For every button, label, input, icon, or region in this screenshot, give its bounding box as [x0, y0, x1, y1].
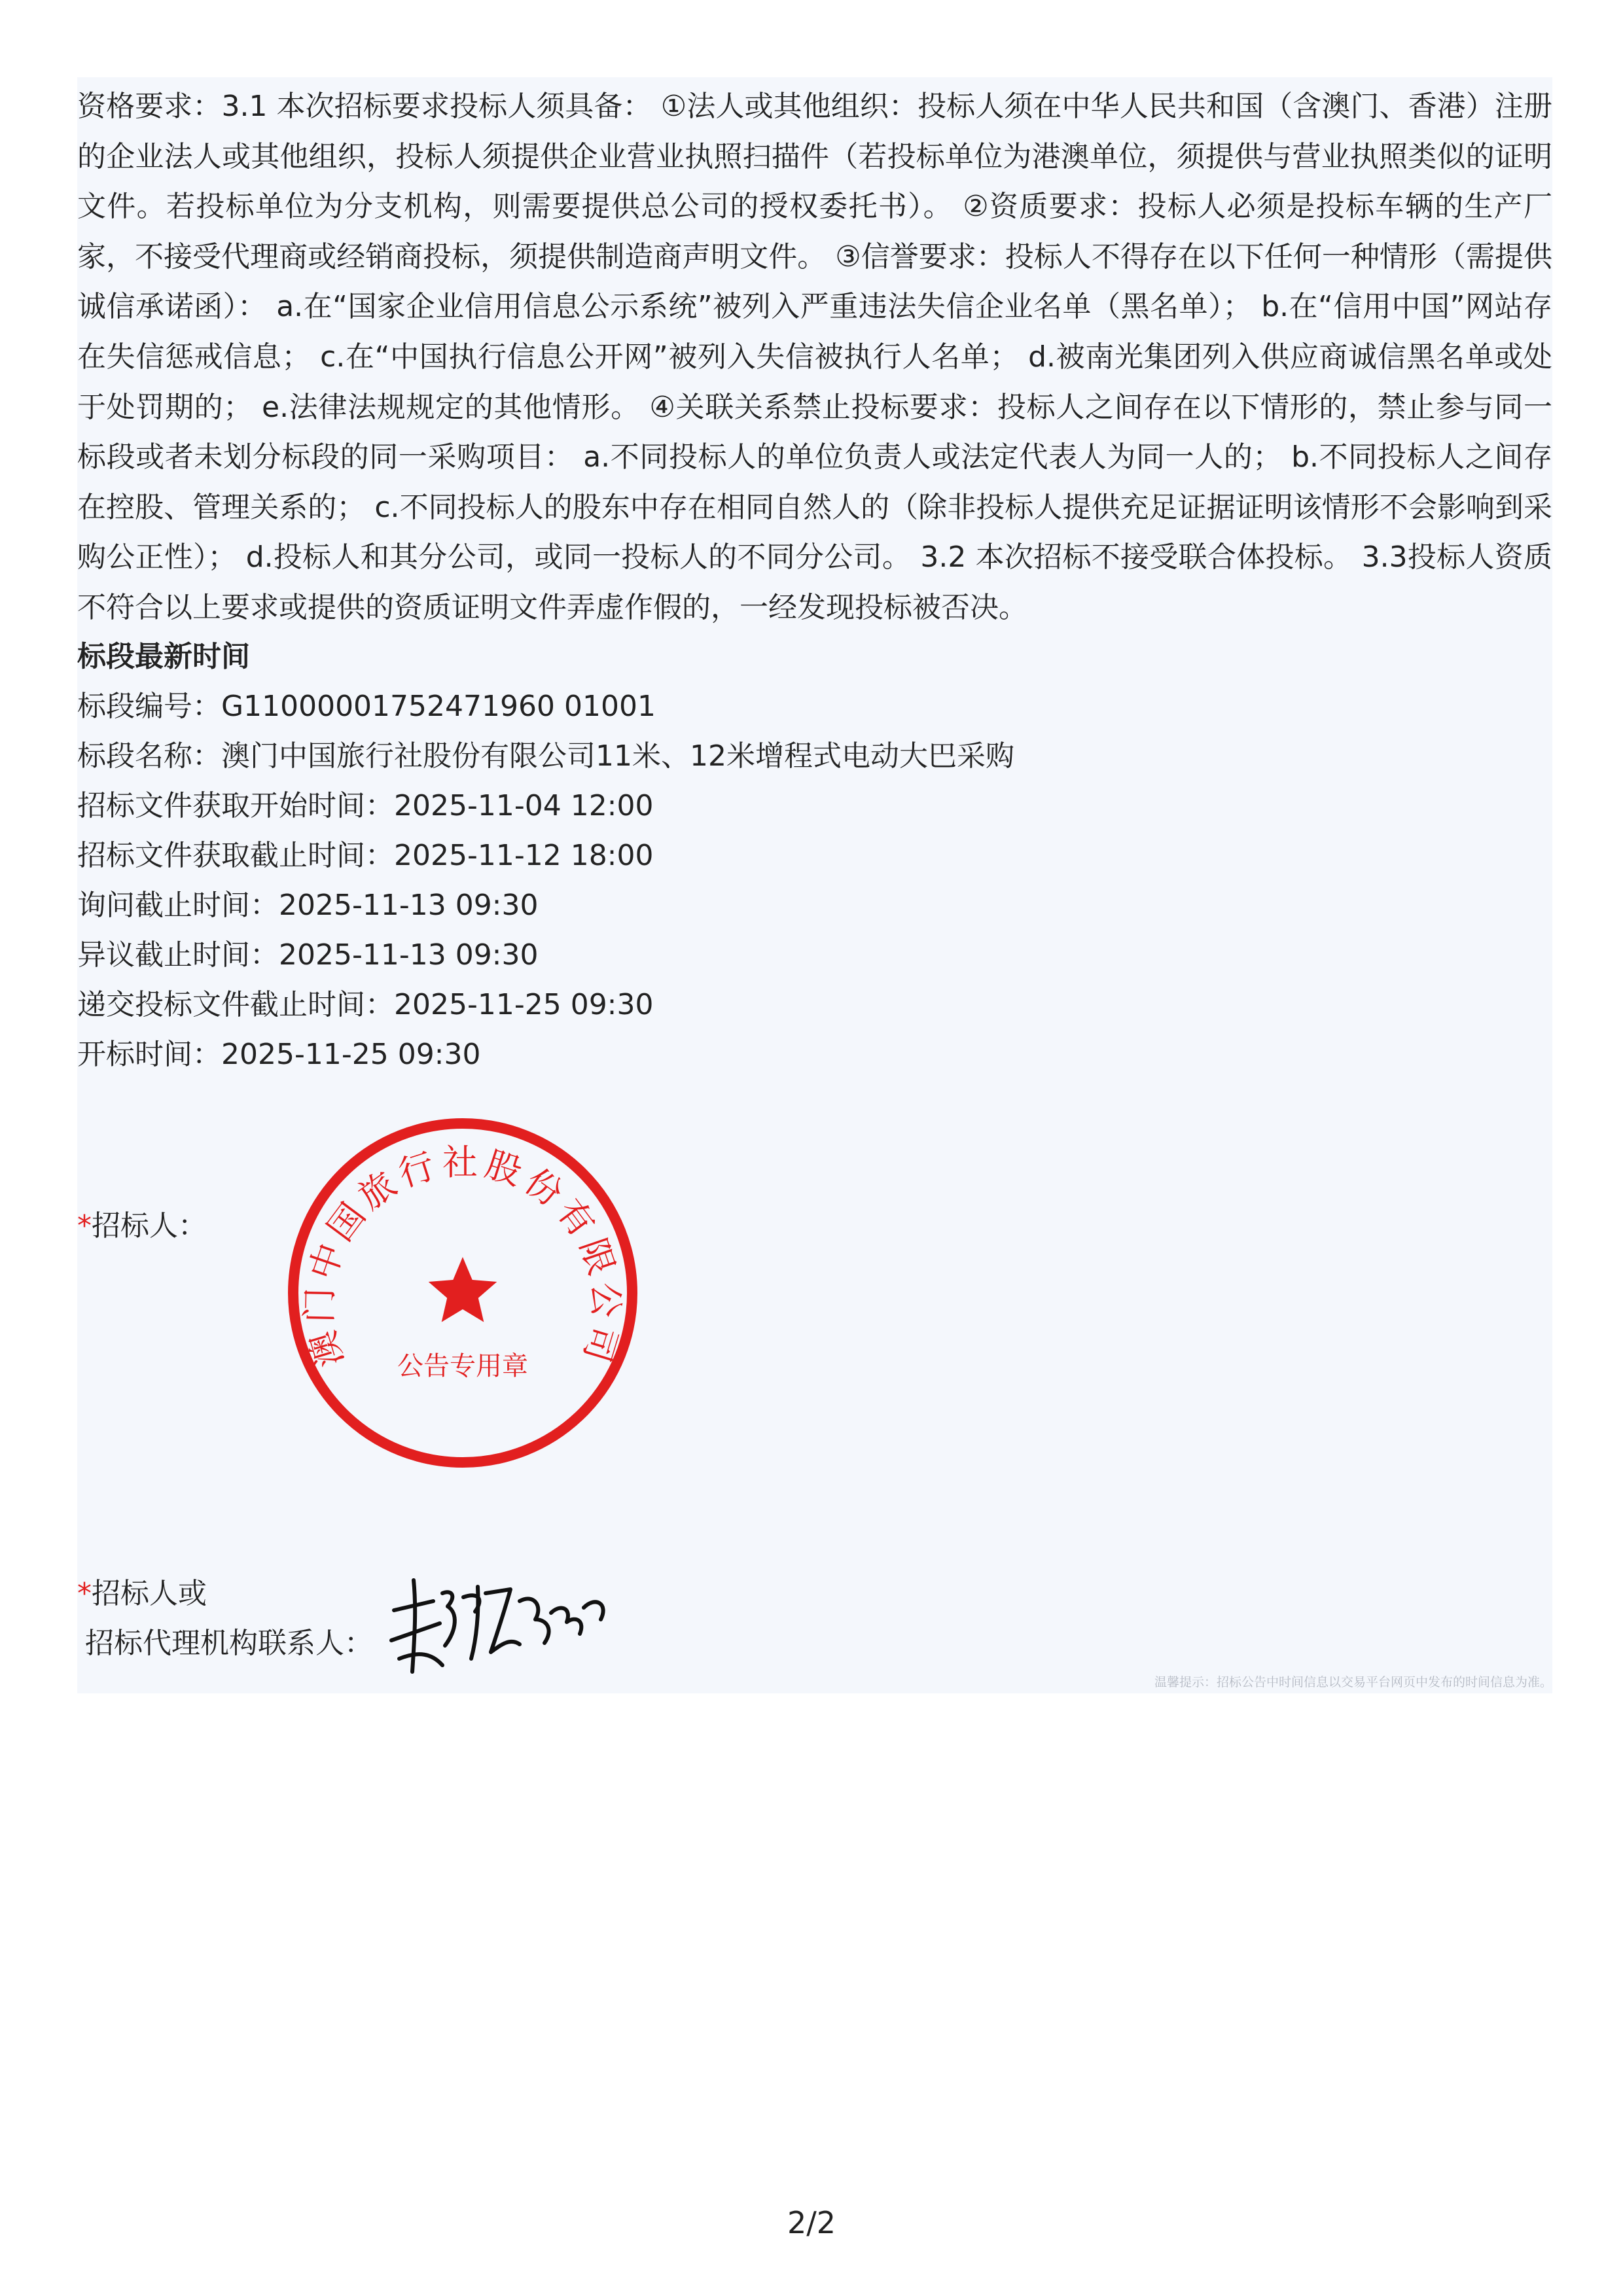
- field-value: 2025-11-25 09:30: [394, 988, 654, 1021]
- tenderer-label: *招标人：: [77, 1209, 207, 1243]
- page-number: 2/2: [787, 2205, 836, 2240]
- field-label: 招标文件获取截止时间：: [77, 839, 394, 872]
- field-value: 2025-11-25 09:30: [221, 1038, 481, 1071]
- field-label: 招标文件获取开始时间：: [77, 789, 394, 822]
- seal-company-name: 澳门中国旅行社股份有限公司: [298, 1142, 627, 1372]
- field-doc-end-time: [77, 831, 654, 881]
- field-section-number: [77, 682, 656, 732]
- required-asterisk: *: [77, 1209, 92, 1243]
- required-asterisk: *: [77, 1577, 92, 1610]
- field-inquiry-deadline: [77, 881, 539, 930]
- field-doc-start-time: [77, 781, 654, 831]
- field-section-name: [77, 732, 1014, 781]
- qualification-requirements: 资格要求：3.1 本次招标要求投标人须具备： ①法人或其他组织：投标人须在中华人民共和国（含澳门、香港）注册的企业法人或其他组织，投标人须提供企业营业执照扫描件（若投标单位为港澳单位，须提供与营业执照类似的证明文件。若投标单位为分支机构，则需要提供总公司的授权委托书）。 ②资质要求：投标人必须是投标车辆的生产厂家，不接受代理商或经销商投标，须提供制造商声明文件。 ③信誉要求：投标人不得存在以下任何一种情形（需提供诚信承诺函）： a.在“国家企业信用信息公示系统”被列入严重违法失信企业名单（黑名单）； b.在“信用中国”网站存在失信惩戒信息； c.在“中国执行信息公开网”被列入失信被执行人名单； d.被南光集团列入供应商诚信黑名单或处于处罚期的； e.法律法规规定的其他情形。 ④关联关系禁止投标要求：投标人之间存在以下情形的，禁止参与同一标段或者未划分标段的同一采购项目： a.不同投标人的单位负责人或法定代表人为同一人的； b.不同投标人之间存在控股、管理关系的； c.不同投标人的股东中存在相同自然人的（除非投标人提供充足证据证明该情形不会影响到采购公正性）； d.投标人和其分公司，或同一投标人的不同分公司。 3.2 本次招标不接受联合体投标。 3.3投标人资质不符合以上要求或提供的资质证明文件弄虚作假的，一经发现投标被否决。: [77, 90, 1552, 624]
- field-label: 标段名称：: [77, 739, 221, 773]
- notice-tip: 温馨提示：招标公告中时间信息以交易平台网页中发布的时间信息为准。: [1154, 1675, 1552, 1689]
- field-value: 澳门中国旅行社股份有限公司11米、12米增程式电动大巴采购: [221, 739, 1014, 773]
- svg-text:澳门中国旅行社股份有限公司: [298, 1142, 626, 1371]
- company-seal: [285, 1116, 640, 1470]
- field-objection-deadline: [77, 930, 539, 980]
- field-label: 询问截止时间：: [77, 889, 279, 922]
- field-value: G11000001752471960 01001: [221, 690, 656, 723]
- field-value: 2025-11-12 18:00: [394, 839, 654, 872]
- field-label: 标段编号：: [77, 690, 221, 723]
- seal-star-icon: [429, 1257, 497, 1322]
- field-label: 开标时间：: [77, 1038, 221, 1071]
- field-value: 2025-11-13 09:30: [279, 938, 539, 972]
- seal-subtitle: 公告专用章: [397, 1351, 528, 1381]
- field-value: 2025-11-04 12:00: [394, 789, 654, 822]
- contact-label: *招标人或 招标代理机构联系人：: [77, 1577, 373, 1660]
- field-value: 2025-11-13 09:30: [279, 889, 539, 922]
- handwritten-signature: [380, 1567, 615, 1685]
- field-opening-time: [77, 1030, 481, 1080]
- section-heading: 标段最新时间: [77, 640, 250, 673]
- field-label: 异议截止时间：: [77, 938, 279, 972]
- field-label: 递交投标文件截止时间：: [77, 988, 394, 1021]
- field-submission-deadline: [77, 980, 654, 1030]
